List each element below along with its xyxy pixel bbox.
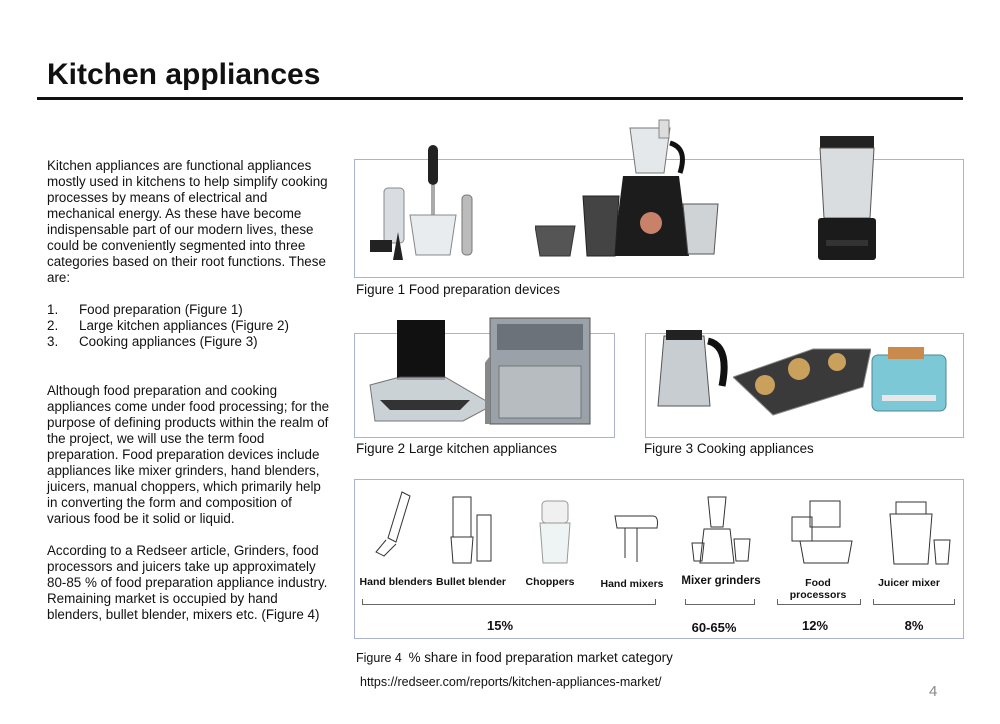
intro-paragraph: Kitchen appliances are functional appliances mostly used in kitchens to help simplify cooking processes by means of electrical and mechanical energy. As these have become indispensable part of our modern lives, these could be conveniently segmented into three categories based on their root functions. These are: (47, 158, 328, 285)
food-preparation-paragraph: Although food preparation and cooking appliances come under food processing; for the purpose of defining products within the realm of the project, we will use the term food preparation. Food preparation devices include appliances like mixer grinders, hand blenders, juicers, manual choppers, which primarily help in converting the form and composition of various food be it solid or liquid. (47, 383, 330, 526)
hand-blenders-label: Hand blenders (359, 576, 433, 588)
small-appliances-share: 15% (486, 618, 514, 633)
figure-1-caption: Figure 1 Food preparation devices (356, 282, 560, 297)
figure-2-caption: Figure 2 Large kitchen appliances (356, 441, 557, 456)
list-item: 2. Large kitchen appliances (Figure 2) (47, 318, 289, 333)
choppers-label: Choppers (525, 576, 575, 588)
juicer-mixer-sketch (884, 500, 954, 566)
page-number: 4 (929, 683, 938, 700)
mixer-grinders-brace (685, 599, 755, 605)
list-item: 3. Cooking appliances (Figure 3) (47, 334, 258, 349)
hand-mixers-label: Hand mixers (600, 578, 664, 590)
chopper-image (538, 499, 572, 565)
title-underline (37, 97, 963, 100)
hand-mixer-sketch (611, 510, 661, 570)
food-processor-sketch (782, 497, 862, 565)
gas-stove-image (733, 347, 871, 417)
food-processors-share: 12% (801, 618, 829, 633)
blender-image (812, 134, 882, 264)
market-share-paragraph: According to a Redseer article, Grinders, food processors and juicers take up approximately 80-85 % of food preparation appliance industry. Remaining market is occupied by hand blenders, bullet blender, mixers etc. (Figure 4) (47, 543, 328, 622)
juicer-mixer-label: Juicer mixer (878, 577, 940, 589)
source-link[interactable]: https://redseer.com/reports/kitchen-appliances-market/ (360, 675, 662, 689)
juicer-mixer-brace (873, 599, 955, 605)
figure-4-caption: Figure 4 % share in food preparation market category (356, 650, 673, 665)
body-text (47, 158, 333, 623)
mixer-grinders-share: 60-65% (691, 620, 737, 635)
list-item: 1. Food preparation (Figure 1) (47, 302, 243, 317)
mixer-grinders-label: Mixer grinders (681, 575, 761, 587)
small-appliances-brace (362, 599, 656, 605)
bullet-blender-label: Bullet blender (435, 576, 506, 588)
hand-blender-set-image (370, 140, 485, 265)
chimney-hood-image (360, 315, 495, 425)
bullet-blender-sketch (447, 495, 497, 567)
food-processors-brace (777, 599, 861, 605)
category-list (47, 302, 333, 350)
kettle-image (656, 326, 731, 411)
hand-blender-sketch (372, 490, 417, 560)
juicer-mixer-share: 8% (904, 618, 924, 633)
toaster-image (868, 345, 950, 415)
figure-3-caption: Figure 3 Cooking appliances (644, 441, 814, 456)
food-processors-label: Food processors (789, 577, 847, 601)
mixer-grinder-sketch (690, 493, 755, 567)
dishwasher-image (485, 316, 595, 428)
page-title: Kitchen appliances (47, 58, 321, 91)
mixer-grinder-image (535, 118, 735, 263)
